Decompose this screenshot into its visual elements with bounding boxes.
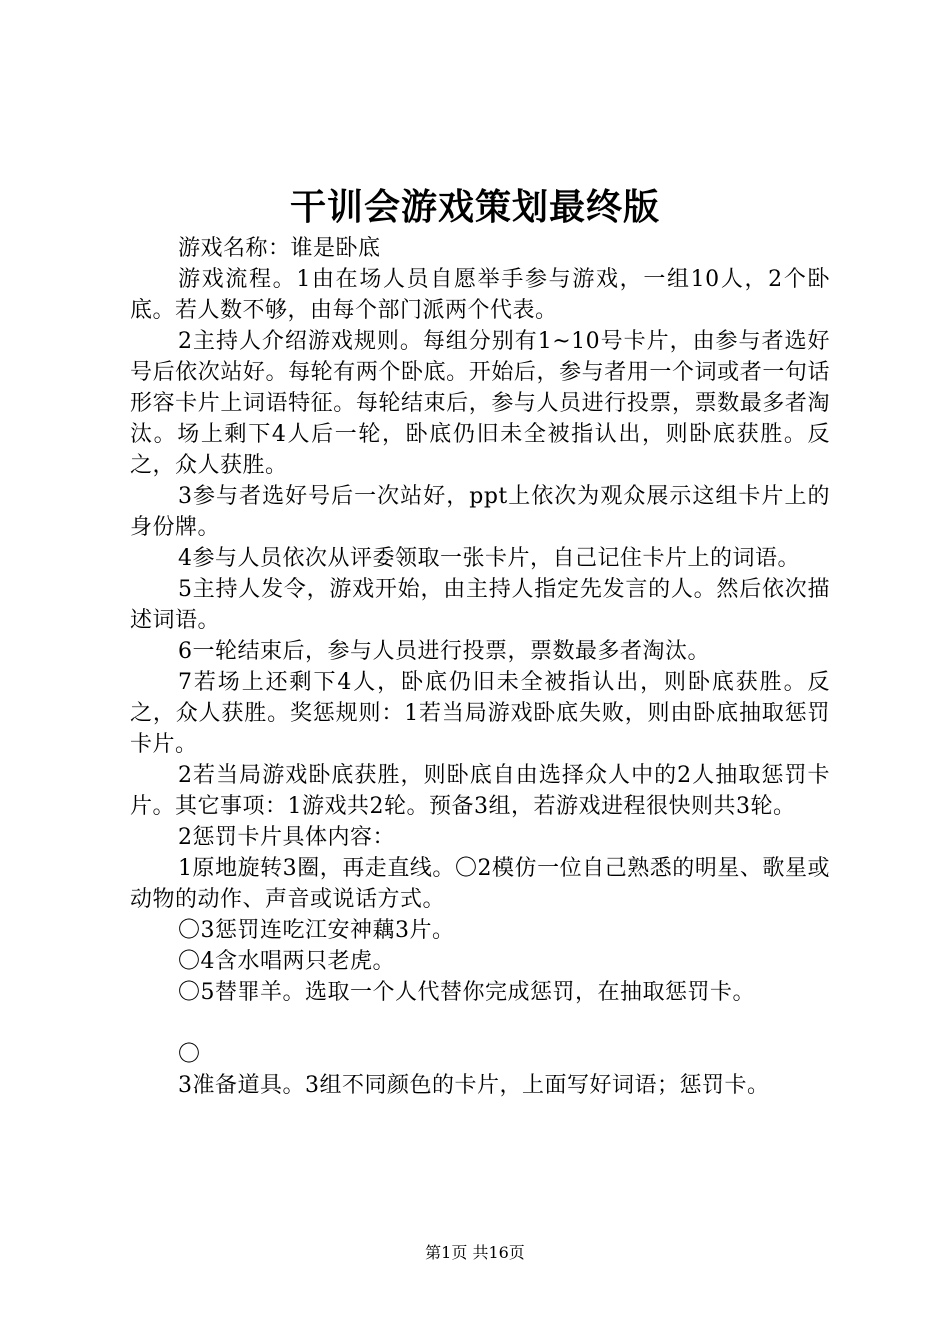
paragraph-penalty-heading: 2惩罚卡片具体内容： (178, 825, 395, 850)
paragraph-step-3: 3参与者选好号后一次站好，ppt上依次为观众展示这组卡片上的身份牌。 (130, 484, 830, 540)
paragraph-step-7: 7若场上还剩下4人，卧底仍旧未全被指认出，则卧底获胜。反之，众人获胜。奖惩规则：1若当局游戏卧底失败，则由卧底抽取惩罚卡片。 (130, 670, 830, 757)
paragraph-step-4: 4参与人员依次从评委领取一张卡片，自己记住卡片上的词语。 (178, 546, 800, 571)
paragraph-step-6: 6一轮结束后，参与人员进行投票，票数最多者淘汰。 (178, 639, 710, 664)
paragraph-penalty-4: 〇4含水唱两只老虎。 (178, 949, 395, 974)
paragraph-game-name: 游戏名称：谁是卧底 (178, 236, 381, 261)
paragraph-penalty-3: 〇3惩罚连吃江安神藕3片。 (178, 918, 455, 943)
page-footer: 第1页 共16页 (425, 1243, 525, 1262)
paragraph-penalty-1-2: 1原地旋转3圈，再走直线。〇2模仿一位自己熟悉的明星、歌星或动物的动作、声音或说话方式。 (130, 856, 830, 912)
document-body (130, 233, 830, 1101)
paragraph-game-flow: 游戏流程。1由在场人员自愿举手参与游戏，一组10人，2个卧底。若人数不够，由每个部门派两个代表。 (130, 267, 830, 323)
paragraph-reward-penalty: 2若当局游戏卧底获胜，则卧底自由选择众人中的2人抽取惩罚卡片。其它事项：1游戏共2轮。预备3组，若游戏进程很快则共3轮。 (130, 763, 830, 819)
paragraph-penalty-5: 〇5替罪羊。选取一个人代替你完成惩罚，在抽取惩罚卡。 (178, 980, 755, 1005)
paragraph-step-5: 5主持人发令，游戏开始，由主持人指定先发言的人。然后依次描述词语。 (130, 577, 830, 633)
blank-line (130, 1008, 830, 1039)
paragraph-rules-intro: 2主持人介绍游戏规则。每组分别有1~10号卡片，由参与者选好号后依次站好。每轮有两个卧底。开始后，参与者用一个词或者一句话形容卡片上词语特征。每轮结束后，参与人员进行投票，票数最多者淘汰。场上剩下4人后一轮，卧底仍旧未全被指认出，则卧底获胜。反之，众人获胜。 (130, 329, 830, 478)
paragraph-props: 3准备道具。3组不同颜色的卡片，上面写好词语；惩罚卡。 (178, 1073, 770, 1098)
paragraph-circle-marker: 〇 (178, 1042, 201, 1067)
document-title: 干训会游戏策划最终版 (289, 186, 660, 228)
